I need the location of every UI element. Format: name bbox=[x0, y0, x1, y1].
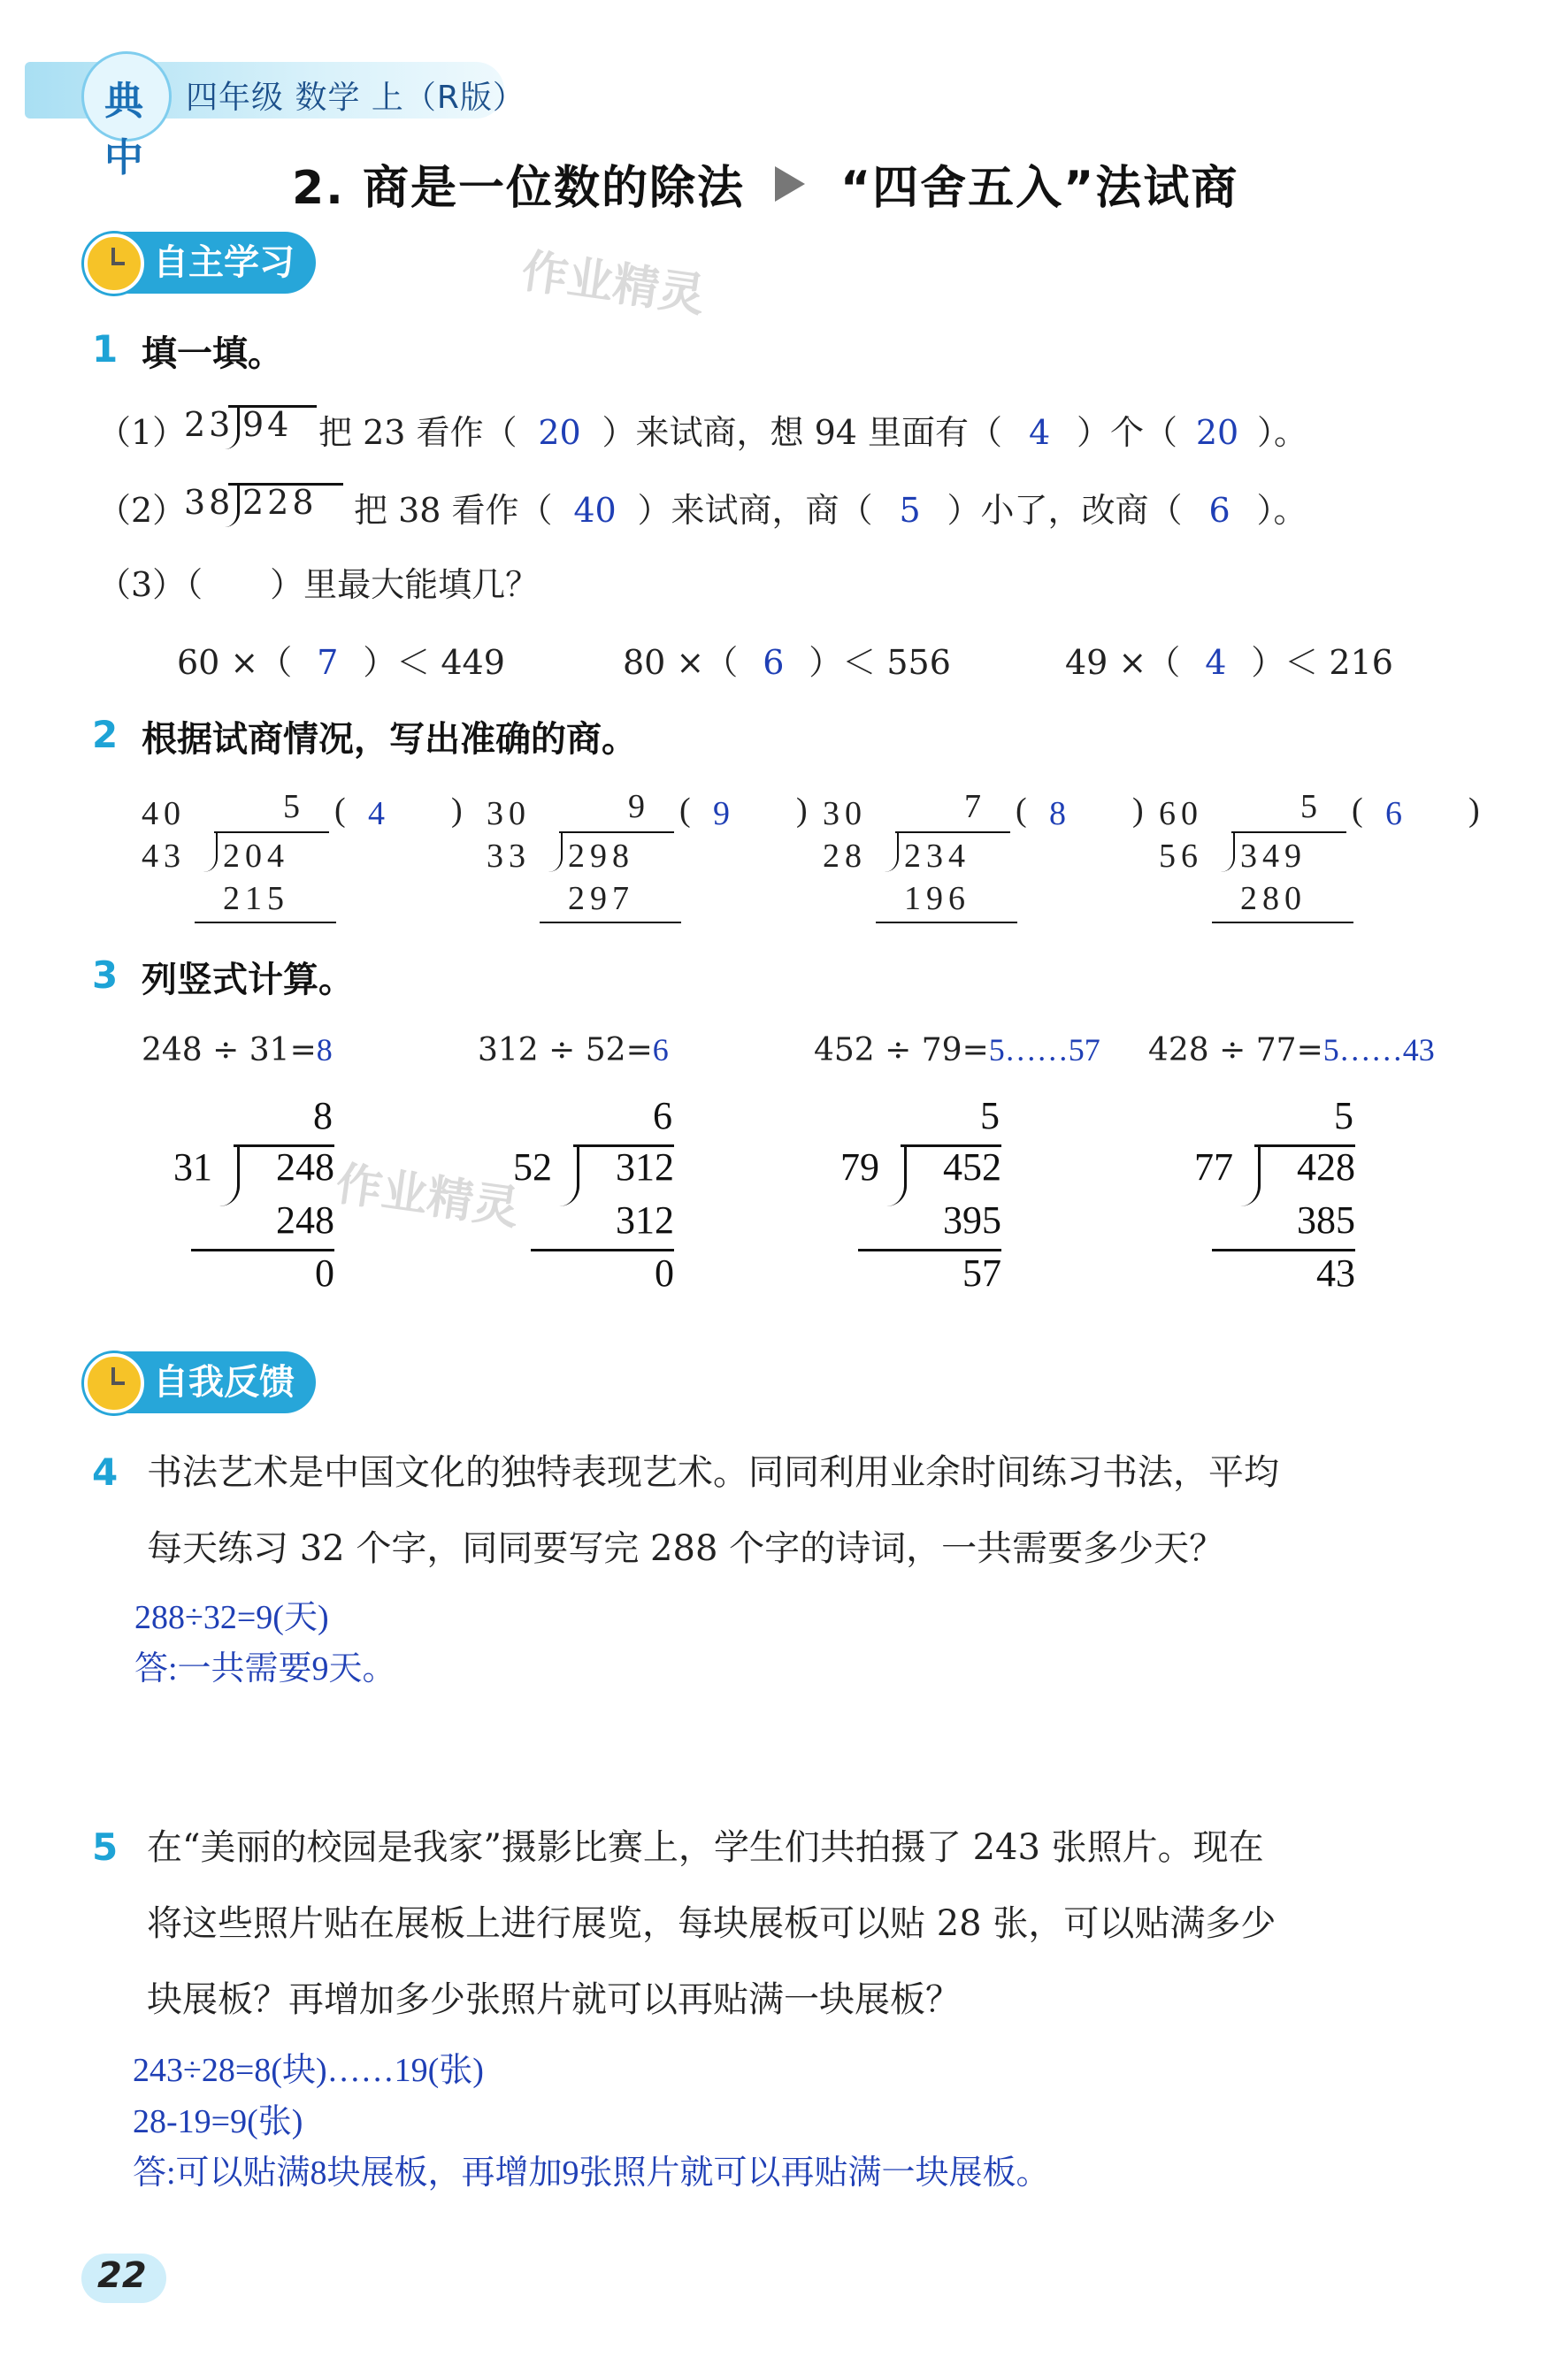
q2-underline bbox=[1212, 922, 1353, 923]
q3-bracket-arc bbox=[886, 1144, 907, 1206]
q2-paren-close: ) bbox=[451, 792, 463, 829]
q3-dividend: 248 bbox=[276, 1145, 334, 1189]
grade-text: 四年级 数学 上（R版） bbox=[186, 80, 525, 116]
q2-divisor: 56 bbox=[1159, 838, 1203, 875]
q3-divisor: 77 bbox=[1194, 1145, 1233, 1189]
q1-p1 bbox=[97, 405, 186, 454]
q3-divisor: 31 bbox=[173, 1145, 212, 1189]
q5-answer-1: 243÷28=8(块)……19(张) bbox=[133, 2052, 484, 2089]
q4-line-2: 每天练习 32 个字，同同要写完 288 个字的诗词，一共需要多少天？ bbox=[147, 1528, 1225, 1569]
q3-quotient: 5 bbox=[1334, 1094, 1353, 1137]
q4-answer-1: 288÷32=9(天) bbox=[134, 1599, 329, 1636]
q5-answer-2: 28-19=9(张) bbox=[133, 2103, 303, 2140]
q1-p2-a3: 6 bbox=[1208, 491, 1230, 530]
q1-p2-lead: （2） bbox=[97, 491, 187, 530]
logo-text: 典中 bbox=[104, 79, 143, 180]
q2-paren-open: ( bbox=[334, 792, 346, 829]
q1-p2-t4: ）。 bbox=[1256, 491, 1307, 530]
q2-bracket-arc bbox=[885, 831, 899, 872]
q2-underline bbox=[540, 922, 681, 923]
q3-remainder: 0 bbox=[655, 1251, 674, 1295]
q5-number: 5 bbox=[92, 1825, 119, 1869]
q2-answer: 6 bbox=[1385, 795, 1402, 832]
q2-estimate: 40 bbox=[142, 795, 186, 832]
q1-p2-t1: 把 38 看作（ bbox=[354, 491, 553, 530]
q3-expr-2-text: 312 ÷ 52= bbox=[478, 1032, 653, 1068]
q2-answer: 9 bbox=[713, 795, 730, 832]
q2-divisor: 28 bbox=[823, 838, 867, 875]
q3-remainder: 43 bbox=[1316, 1251, 1355, 1295]
page-number: 22 bbox=[97, 2255, 147, 2296]
q3-product: 312 bbox=[616, 1198, 674, 1242]
q3-quotient: 8 bbox=[313, 1094, 333, 1137]
q2-answer: 8 bbox=[1049, 795, 1066, 832]
section-self-study-label: 自主学习 bbox=[84, 232, 316, 294]
clock-icon-2 bbox=[84, 1353, 144, 1413]
q3-divisor: 52 bbox=[513, 1145, 552, 1189]
q3-expr-3 bbox=[814, 1031, 1100, 1068]
title-arrow-icon bbox=[775, 166, 805, 202]
q5-answer-3: 答:可以贴满8块展板，再增加9张照片就可以再贴满一块展板。 bbox=[133, 2154, 1050, 2192]
q3-dividend: 312 bbox=[616, 1145, 674, 1189]
q1-p1-dividend: 94 bbox=[242, 405, 293, 444]
q1-ineq-2-ans: 6 bbox=[763, 643, 785, 682]
q1-p1-t2: ）来试商，想 94 里面有（ bbox=[602, 413, 1003, 452]
q3-expr-3-text: 452 ÷ 79= bbox=[814, 1032, 989, 1068]
q1-p2-a2: 5 bbox=[899, 491, 921, 530]
q3-dividend: 428 bbox=[1297, 1145, 1355, 1189]
q1-ineq-2-right: ）＜ 556 bbox=[809, 643, 951, 682]
section-self-feedback-label: 自我反馈 bbox=[84, 1351, 316, 1413]
q2-paren-open: ( bbox=[1352, 792, 1363, 829]
q1-ineq-1 bbox=[177, 635, 505, 684]
q3-product: 395 bbox=[943, 1198, 1001, 1242]
q4-number: 4 bbox=[92, 1450, 119, 1494]
q3-product: 248 bbox=[276, 1198, 334, 1242]
q1-ineq-3-ans: 4 bbox=[1205, 643, 1227, 682]
q2-bracket-top bbox=[214, 831, 329, 833]
q2-number: 2 bbox=[92, 713, 119, 756]
q3-expr-4-ans: 5……43 bbox=[1322, 1032, 1435, 1068]
q2-divisor: 43 bbox=[142, 838, 186, 875]
q1-p2-dividend: 228 bbox=[242, 483, 318, 522]
q2-bracket-arc bbox=[203, 831, 218, 872]
q1-ineq-1-right: ）＜ 449 bbox=[363, 643, 505, 682]
q2-product: 215 bbox=[223, 880, 289, 917]
section-self-feedback bbox=[84, 1351, 316, 1413]
q3-expr-4 bbox=[1148, 1031, 1435, 1068]
q3-quotient: 5 bbox=[980, 1094, 1000, 1137]
q1-ineq-3-left: 49 ×（ bbox=[1065, 643, 1181, 682]
q1-heading: 填一填。 bbox=[142, 333, 283, 374]
q2-heading: 根据试商情况，写出准确的商。 bbox=[142, 719, 637, 760]
q1-ineq-2 bbox=[623, 635, 951, 684]
q3-bracket-arc bbox=[559, 1144, 579, 1206]
q2-product: 196 bbox=[904, 880, 970, 917]
q1-p1-divisor: 23 bbox=[184, 405, 234, 444]
q2-dividend: 349 bbox=[1240, 838, 1307, 875]
q2-trial-quotient: 5 bbox=[1300, 788, 1317, 825]
q2-dividend: 298 bbox=[568, 838, 634, 875]
q1-p1-a3: 20 bbox=[1195, 413, 1239, 452]
q3-remainder: 57 bbox=[962, 1251, 1001, 1295]
q3-dividend: 452 bbox=[943, 1145, 1001, 1189]
page-title: 2. 商是一位数的除法 bbox=[292, 162, 746, 215]
q2-estimate: 30 bbox=[487, 795, 531, 832]
q3-number: 3 bbox=[92, 953, 119, 997]
q3-bracket-arc bbox=[219, 1144, 240, 1206]
q1-p2-t3: ）小了，改商（ bbox=[947, 491, 1183, 530]
q2-bracket-top bbox=[1231, 831, 1346, 833]
q1-p1-text bbox=[318, 405, 1307, 454]
q3-remainder: 0 bbox=[315, 1251, 334, 1295]
q1-p1-t1: 把 23 看作（ bbox=[318, 413, 518, 452]
q3-product: 385 bbox=[1297, 1198, 1355, 1242]
q1-ineq-3-right: ）＜ 216 bbox=[1251, 643, 1393, 682]
q2-estimate: 60 bbox=[1159, 795, 1203, 832]
q3-expr-4-text: 428 ÷ 77= bbox=[1148, 1032, 1323, 1068]
q2-bracket-arc bbox=[548, 831, 563, 872]
q5-line-2: 将这些照片贴在展板上进行展览，每块展板可以贴 28 张，可以贴满多少 bbox=[147, 1903, 1276, 1944]
q2-answer: 4 bbox=[368, 795, 385, 832]
q3-divisor: 79 bbox=[840, 1145, 879, 1189]
q1-p2-a1: 40 bbox=[573, 491, 617, 530]
q1-p1-t3: ）个（ bbox=[1077, 413, 1178, 452]
q2-paren-open: ( bbox=[1016, 792, 1027, 829]
q5-line-1: 在“美丽的校园是我家”摄影比赛上，学生们共拍摄了 243 张照片。现在 bbox=[147, 1827, 1264, 1868]
q2-paren-open: ( bbox=[679, 792, 691, 829]
q2-underline bbox=[195, 922, 336, 923]
clock-icon bbox=[84, 233, 144, 294]
q2-underline bbox=[876, 922, 1017, 923]
q1-p2-t2: ）来试商，商（ bbox=[637, 491, 873, 530]
q4-line-1: 书法艺术是中国文化的独特表现艺术。同同利用业余时间练习书法，平均 bbox=[147, 1452, 1279, 1493]
page-subtitle: “四舍五入”法试商 bbox=[840, 162, 1239, 215]
q1-ineq-1-left: 60 ×（ bbox=[177, 643, 293, 682]
q1-number: 1 bbox=[92, 327, 119, 371]
q2-trial-quotient: 7 bbox=[964, 788, 981, 825]
q1-ineq-1-ans: 7 bbox=[317, 643, 339, 682]
q1-ineq-2-left: 80 ×（ bbox=[623, 643, 739, 682]
q2-bracket-top bbox=[559, 831, 674, 833]
q2-divisor: 33 bbox=[487, 838, 531, 875]
q2-paren-close: ) bbox=[1468, 792, 1480, 829]
q1-p1-lead: （1） bbox=[97, 413, 187, 452]
q2-paren-close: ) bbox=[1132, 792, 1144, 829]
q1-ineq-3 bbox=[1065, 635, 1393, 684]
q2-trial-quotient: 5 bbox=[283, 788, 300, 825]
q2-dividend: 234 bbox=[904, 838, 970, 875]
q1-p1-t4: ）。 bbox=[1257, 413, 1308, 452]
q3-expr-2 bbox=[478, 1031, 669, 1068]
q3-expr-1 bbox=[142, 1031, 333, 1068]
q4-answer-2: 答:一共需要9天。 bbox=[134, 1650, 396, 1687]
q3-bracket-arc bbox=[1240, 1144, 1261, 1206]
q3-expr-2-ans: 6 bbox=[652, 1032, 669, 1068]
q1-p3: （3）（ ）里最大能填几？ bbox=[97, 565, 540, 604]
q3-quotient: 6 bbox=[653, 1094, 672, 1137]
q2-product: 297 bbox=[568, 880, 634, 917]
q1-p2-text bbox=[354, 483, 1307, 532]
q3-heading: 列竖式计算。 bbox=[142, 960, 354, 1000]
q2-estimate: 30 bbox=[823, 795, 867, 832]
q2-trial-quotient: 9 bbox=[628, 788, 645, 825]
q1-p1-a1: 20 bbox=[538, 413, 581, 452]
q2-product: 280 bbox=[1240, 880, 1307, 917]
q1-p2-divisor: 38 bbox=[184, 483, 234, 522]
q3-expr-1-ans: 8 bbox=[316, 1032, 333, 1068]
q3-expr-1-text: 248 ÷ 31= bbox=[142, 1032, 317, 1068]
section-self-study bbox=[84, 232, 316, 294]
q2-bracket-arc bbox=[1221, 831, 1235, 872]
q1-p1-a2: 4 bbox=[1028, 413, 1051, 452]
q3-expr-3-ans: 5……57 bbox=[988, 1032, 1100, 1068]
q2-bracket-top bbox=[895, 831, 1010, 833]
q2-paren-close: ) bbox=[796, 792, 808, 829]
watermark: 作业精灵 bbox=[518, 244, 709, 324]
q2-dividend: 204 bbox=[223, 838, 289, 875]
q5-line-3: 块展板？再增加多少张照片就可以再贴满一块展板？ bbox=[147, 1979, 961, 2020]
watermark-2: 作业精灵 bbox=[333, 1157, 523, 1236]
